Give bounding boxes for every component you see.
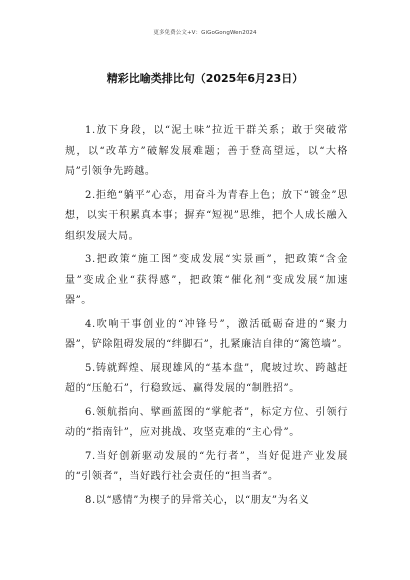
paragraph-6: 6.领航指向、擘画蓝图的“掌舵者”，标定方位、引领行动的“指南针”，应对挑战、攻坚克难的“主心骨”。 bbox=[65, 406, 348, 438]
paragraph-4: 4.吹响干事创业的“冲锋号”，激活砥砺奋进的“聚力器”，铲除阻碍发展的“绊脚石”，扎紧廉洁自律的“篱笆墙”。 bbox=[65, 318, 348, 350]
paragraph-8: 8.以“感情”为楔子的异常关心，以“朋友”为名义 bbox=[85, 494, 310, 506]
paragraph-2: 2.拒绝“躺平”心态，用奋斗为青春上色；放下“镀金”思想，以实干积累真本事；摒弃“短视”思维，把个人成长融入组织发展大局。 bbox=[65, 189, 348, 242]
paragraph-5: 5.铸就辉煌、展现雄风的“基本盘”，爬坡过坎、跨越赶超的“压舱石”，行稳致远、赢得发展的“制胜招”。 bbox=[65, 362, 348, 394]
paragraph-7: 7.当好创新驱动发展的“先行者”，当好促进产业发展的“引领者”，当好践行社会责任的“担当者”。 bbox=[65, 450, 348, 482]
paragraph-1: 1.放下身段，以“泥土味”拉近干群关系；敢于突破常规，以“改革方”破解发展难题；善于登高望远，以“大格局”引领争先跨越。 bbox=[65, 125, 348, 177]
paragraph-3: 3.把政策“施工图”变成发展“实景画”，把政策“含金量”变成企业“获得感”，把政策“催化剂”变成发展“加速器”。 bbox=[65, 254, 348, 306]
header-note: 更多免费公文+V：GiGoGongWen2024 bbox=[153, 30, 257, 36]
document-body bbox=[65, 121, 348, 514]
document-title: 精彩比喻类排比句（2025年6月23日） bbox=[106, 72, 304, 85]
